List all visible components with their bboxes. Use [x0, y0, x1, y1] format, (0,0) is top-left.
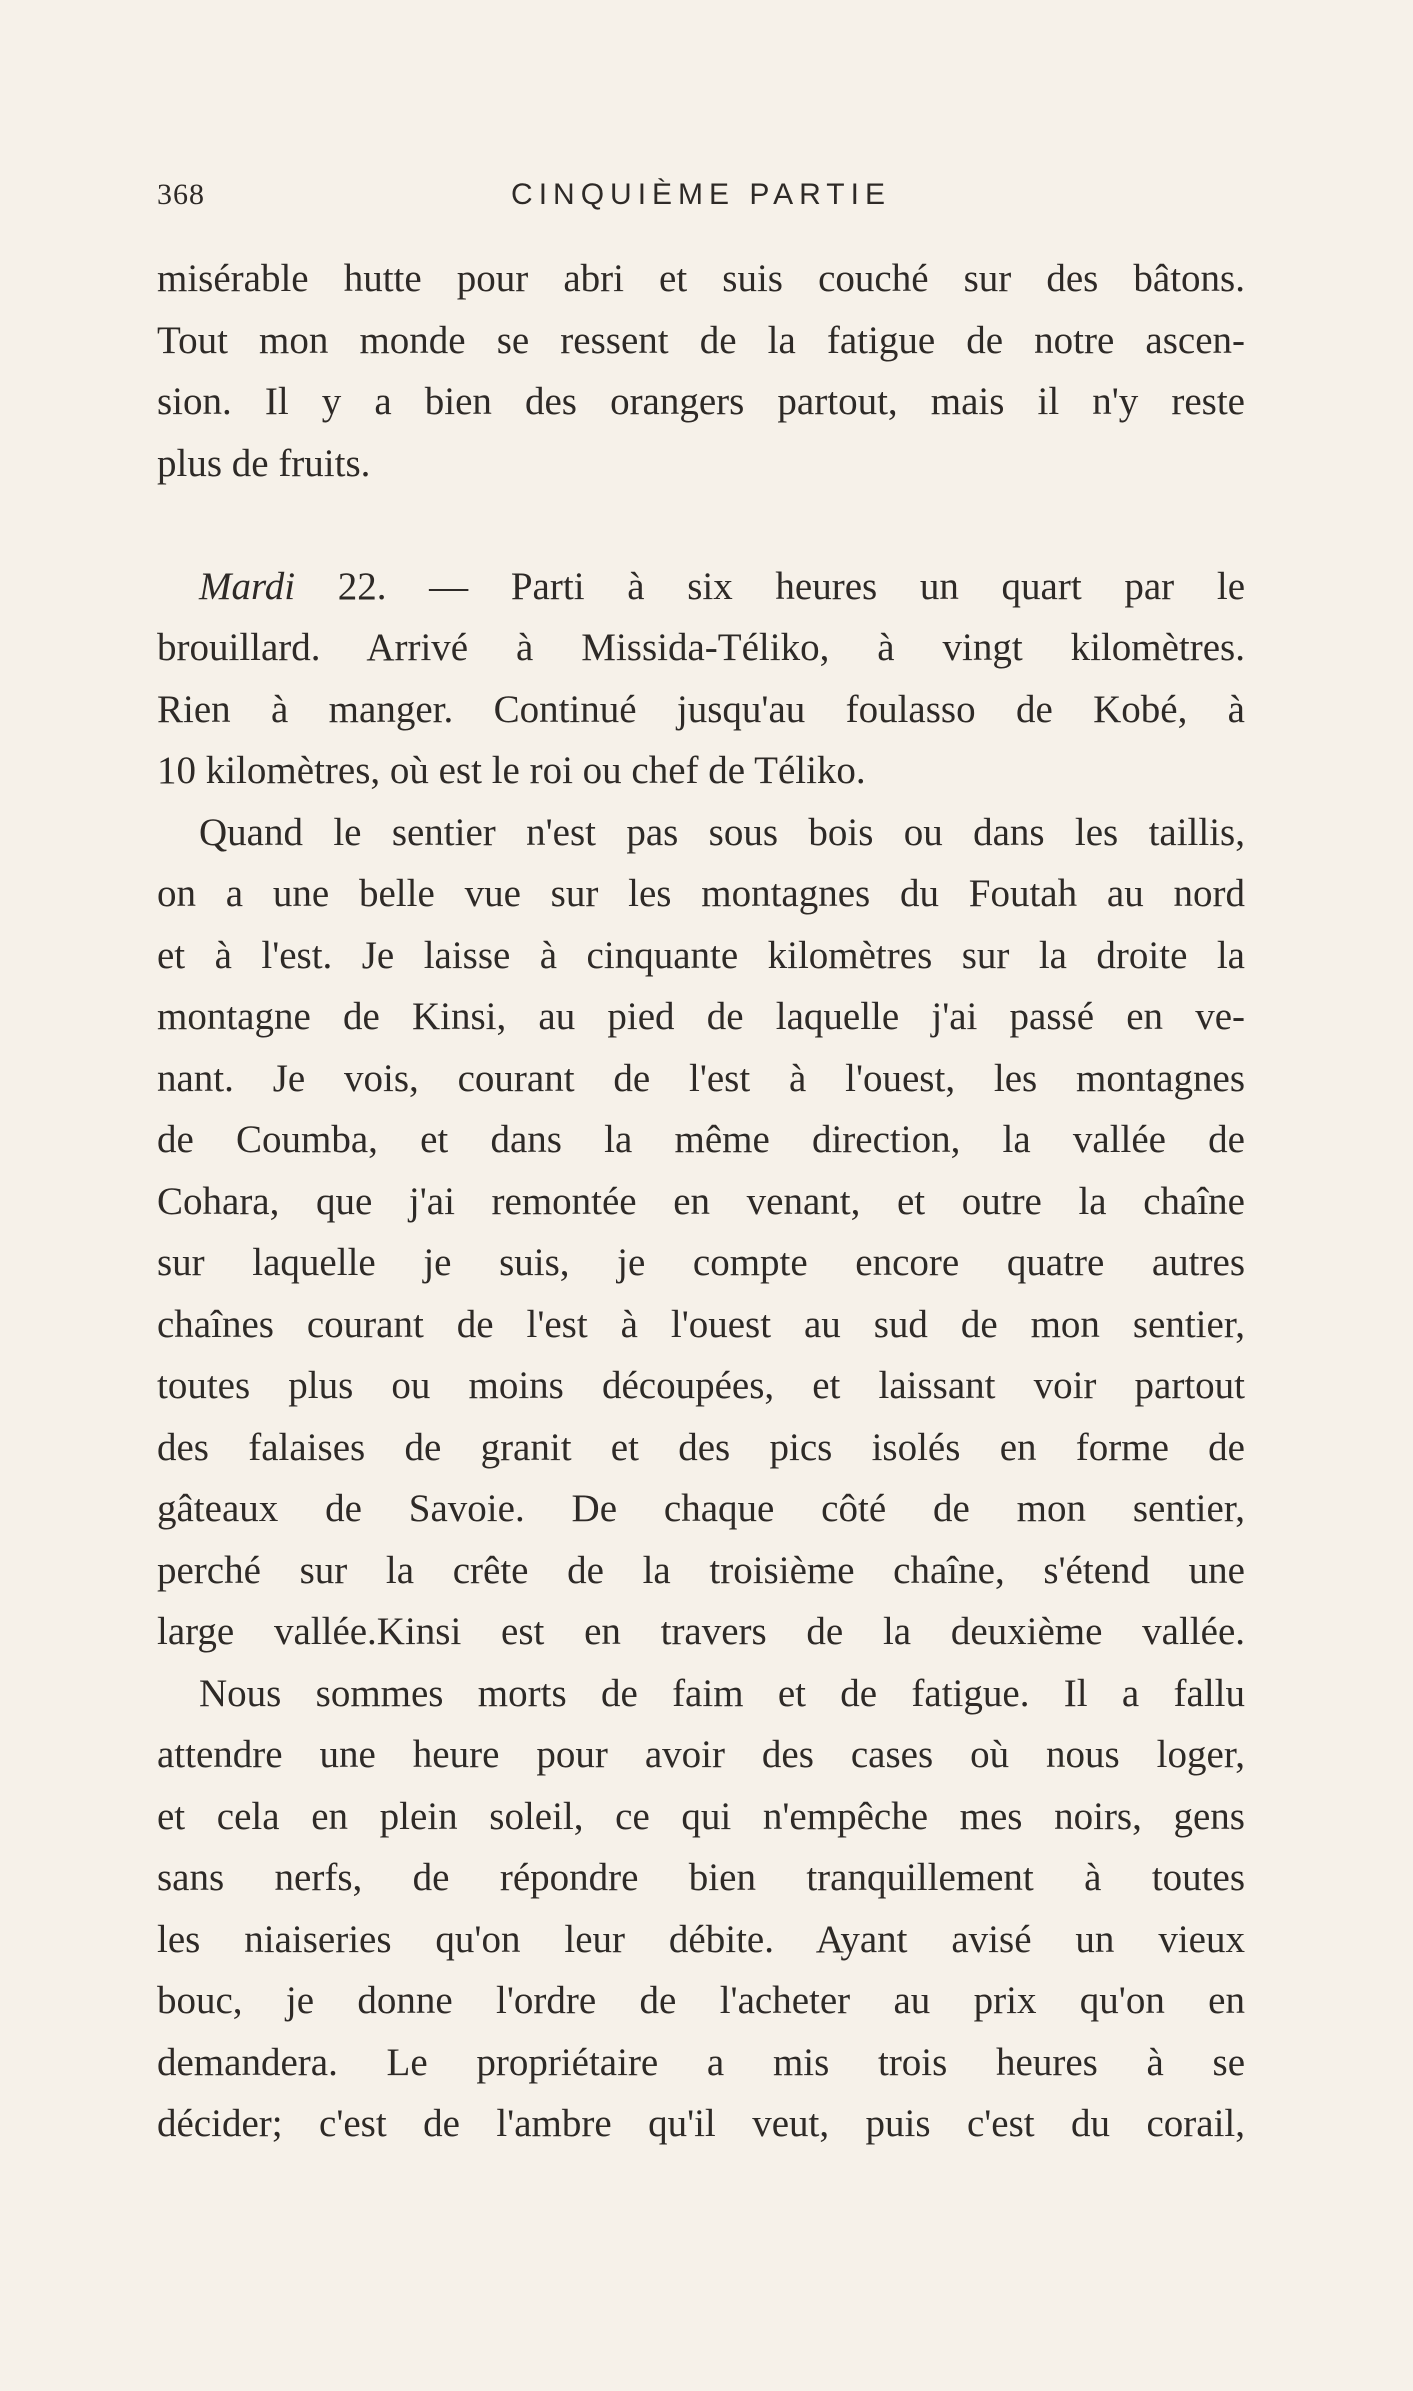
text-line: de Coumba, et dans la même direction, la vallée de: [157, 1118, 1245, 1161]
body-text: [157, 248, 1245, 2155]
text-line: misérable hutte pour abri et suis couché sur des bâtons.: [157, 257, 1245, 300]
paragraph: [157, 556, 1245, 802]
paragraph: [157, 1663, 1245, 2155]
text-line: Cohara, que j'ai remontée en venant, et outre la chaîne: [157, 1179, 1245, 1223]
text-line: plus de fruits.: [157, 441, 371, 485]
paragraph: [157, 802, 1245, 1663]
text-line: des falaises de granit et des pics isolés en forme de: [157, 1425, 1245, 1469]
text-line: 10 kilomètres, où est le roi ou chef de Téliko.: [157, 749, 866, 792]
date-label: Mardi: [199, 564, 296, 608]
text-line: Rien à manger. Continué jusqu'au foulasso de Kobé, à: [157, 687, 1245, 731]
text-line: on a une belle vue sur les montagnes du Foutah au nord: [157, 872, 1245, 915]
text-line: montagne de Kinsi, au pied de laquelle j'ai passé en ve-: [157, 995, 1245, 1038]
text-line: large vallée.Kinsi est en travers de la deuxième vallée.: [157, 1610, 1245, 1653]
text-line: chaînes courant de l'est à l'ouest au sud de mon sentier,: [157, 1302, 1245, 1346]
text-line: et cela en plein soleil, ce qui n'empêche mes noirs, gens: [157, 1794, 1245, 1838]
text-line: perché sur la crête de la troisième chaîne, s'étend une: [157, 1548, 1245, 1592]
text-line-rest: 22. — Parti à six heures un quart par le: [295, 564, 1245, 608]
text-line: toutes plus ou moins découpées, et laissant voir partout: [157, 1364, 1245, 1407]
text-line: attendre une heure pour avoir des cases où nous loger,: [157, 1733, 1245, 1776]
text-line: Quand le sentier n'est pas sous bois ou dans les taillis,: [199, 810, 1245, 854]
running-title: CINQUIÈME PARTIE: [511, 178, 891, 211]
text-line: décider; c'est de l'ambre qu'il veut, puis c'est du corail,: [157, 2102, 1245, 2145]
text-line: sur laquelle je suis, je compte encore quatre autres: [157, 1241, 1245, 1284]
text-line: bouc, je donne l'ordre de l'acheter au prix qu'on en: [157, 1979, 1245, 2022]
page-header: [157, 178, 1245, 228]
text-line: sion. Il y a bien des orangers partout, mais il n'y reste: [157, 380, 1245, 423]
text-line: les niaiseries qu'on leur débite. Ayant avisé un vieux: [157, 1917, 1245, 1961]
text-line: nant. Je vois, courant de l'est à l'ouest, les montagnes: [157, 1056, 1245, 1100]
text-line: Nous sommes morts de faim et de fatigue. Il a fallu: [199, 1671, 1245, 1715]
text-line: Tout mon monde se ressent de la fatigue de notre ascen-: [157, 318, 1245, 362]
paragraph: [157, 248, 1245, 494]
text-line: sans nerfs, de répondre bien tranquillement à toutes: [157, 1856, 1245, 1899]
text-line: brouillard. Arrivé à Missida-Téliko, à vingt kilomètres.: [157, 626, 1245, 669]
paragraph-gap: [157, 494, 1245, 556]
text-line: demandera. Le propriétaire a mis trois heures à se: [157, 2040, 1245, 2084]
text-line: [157, 556, 1245, 618]
text-line: gâteaux de Savoie. De chaque côté de mon sentier,: [157, 1487, 1245, 1530]
page-number: 368: [157, 178, 205, 211]
text-line: et à l'est. Je laisse à cinquante kilomètres sur la droite la: [157, 933, 1245, 977]
